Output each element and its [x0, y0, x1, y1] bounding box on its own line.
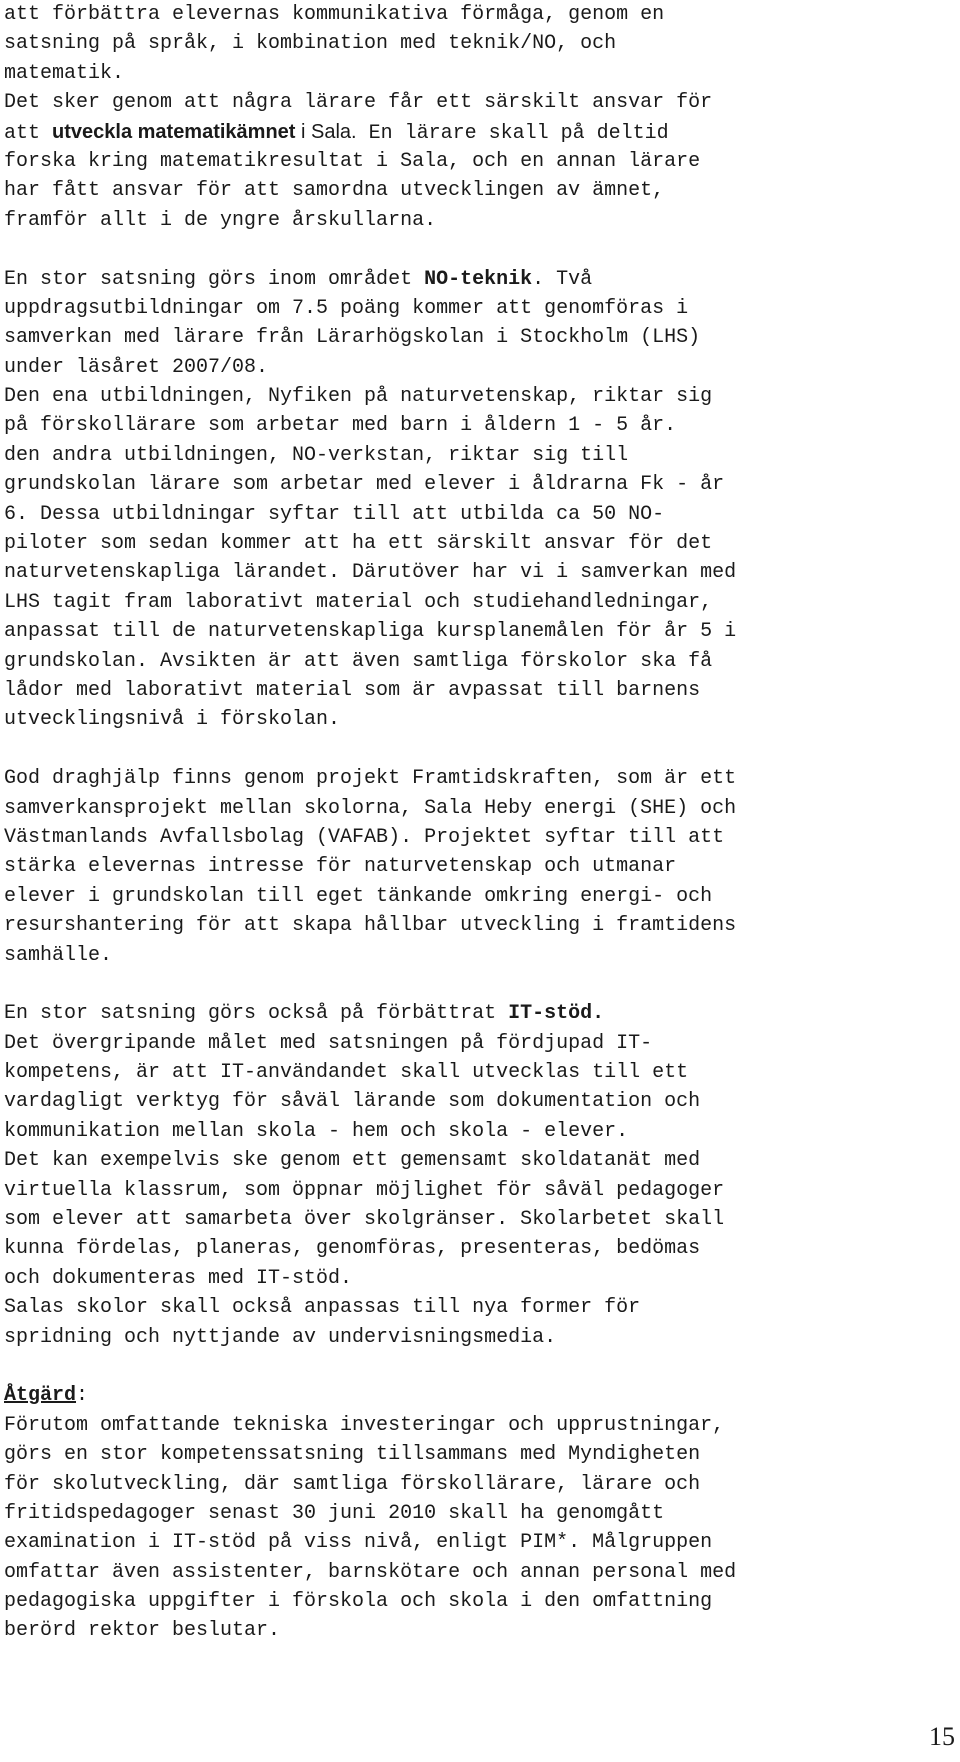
- text-line: [4, 265, 954, 294]
- text-line: grundskolan lärare som arbetar med elever i åldrarna Fk - år: [4, 473, 725, 497]
- bold-term-no-teknik: NO-teknik: [424, 267, 533, 291]
- text-line: att förbättra elevernas kommunikativa förmåga, genom en: [4, 3, 665, 26]
- text-line: vardagligt verktyg för såväl lärande som dokumentation och: [4, 1090, 701, 1114]
- text-line: spridning och nyttjande av undervisningsmedia.: [4, 1325, 557, 1349]
- text-line: samverkan med lärare från Lärarhögskolan i Stockholm (LHS): [4, 326, 701, 350]
- text-line: uppdragsutbildningar om 7.5 poäng kommer att genomföras i: [4, 296, 689, 320]
- text-line: examination i IT-stöd på viss nivå, enligt PIM*. Målgruppen: [4, 1531, 713, 1555]
- text-line: virtuella klassrum, som öppnar möjlighet för såväl pedagoger: [4, 1178, 725, 1202]
- it-stod-paragraph: [4, 999, 954, 1352]
- document-page: [4, 0, 954, 1646]
- text-line: lådor med laborativt material som är avpassat till barnens: [4, 678, 701, 702]
- text-run: En lärare skall på deltid: [356, 121, 669, 145]
- text-line: utvecklingsnivå i förskolan.: [4, 708, 341, 732]
- text-line: kommunikation mellan skola - hem och skola - elever.: [4, 1119, 629, 1143]
- text-line: LHS tagit fram laborativt material och studiehandledningar,: [4, 590, 713, 614]
- paragraph-gap: [4, 235, 954, 264]
- text-line: elever i grundskolan till eget tänkande omkring energi- och: [4, 884, 713, 908]
- text-run: En stor satsning görs också på förbättrat: [4, 1002, 509, 1026]
- text-line: samhälle.: [4, 943, 113, 967]
- text-line: den andra utbildningen, NO-verkstan, riktar sig till: [4, 443, 629, 467]
- text-line: matematik.: [4, 61, 125, 85]
- text-run: En stor satsning görs inom området: [4, 267, 425, 291]
- text-line: [4, 999, 954, 1028]
- text-line: 6. Dessa utbildningar syftar till att utbilda ca 50 NO-: [4, 502, 665, 526]
- heading-colon: :: [76, 1384, 89, 1408]
- text-line: Salas skolor skall också anpassas till nya former för: [4, 1296, 641, 1320]
- text-line: [4, 118, 954, 147]
- no-teknik-paragraph: [4, 265, 954, 735]
- text-line: piloter som sedan kommer att ha ett särskilt ansvar för det: [4, 532, 713, 556]
- text-line: resurshantering för att skapa hållbar utveckling i framtidens: [4, 914, 737, 938]
- bold-term-matematik: utveckla matematikämnet: [52, 120, 296, 143]
- text-line: pedagogiska uppgifter i förskola och skola i den omfattning: [4, 1590, 713, 1614]
- intro-paragraph: [4, 0, 954, 88]
- text-line: kompetens, är att IT-användandet skall utvecklas till ett: [4, 1061, 689, 1085]
- page-number: 15: [929, 1722, 955, 1751]
- text-line: Det övergripande målet med satsningen på fördjupad IT-: [4, 1031, 653, 1055]
- atgard-section: [4, 1381, 954, 1646]
- text-line: grundskolan. Avsikten är att även samtliga förskolor ska få: [4, 649, 713, 673]
- text-line: satsning på språk, i kombination med teknik/NO, och: [4, 32, 617, 56]
- text-line: kunna fördelas, planeras, genomföras, presenteras, bedömas: [4, 1237, 701, 1261]
- text-line: Den ena utbildningen, Nyfiken på naturvetenskap, riktar sig: [4, 385, 713, 409]
- text-line: omfattar även assistenter, barnskötare och annan personal med: [4, 1560, 737, 1584]
- section-heading: [4, 1381, 954, 1410]
- text-line: Det sker genom att några lärare får ett särskilt ansvar för: [4, 91, 713, 115]
- text-line: och dokumenteras med IT-stöd.: [4, 1266, 353, 1290]
- text-run: att: [4, 121, 53, 145]
- text-line: anpassat till de naturvetenskapliga kursplanemålen för år 5 i: [4, 620, 737, 644]
- text-line: som elever att samarbeta över skolgränser. Skolarbetet skall: [4, 1208, 725, 1232]
- math-paragraph: [4, 88, 954, 235]
- text-line: samverkansprojekt mellan skolorna, Sala Heby energi (SHE) och: [4, 796, 737, 820]
- text-line: Västmanlands Avfallsbolag (VAFAB). Projektet syftar till att: [4, 825, 725, 849]
- paragraph-gap: [4, 970, 954, 999]
- text-line: stärka elevernas intresse för naturvetenskap och utmanar: [4, 855, 677, 879]
- paragraph-gap: [4, 735, 954, 764]
- text-line: Förutom omfattande tekniska investeringar och upprustningar,: [4, 1413, 725, 1437]
- text-line: framför allt i de yngre årskullarna.: [4, 208, 437, 232]
- text-line: görs en stor kompetenssatsning tillsammans med Myndigheten: [4, 1443, 701, 1467]
- text-line: naturvetenskapliga lärandet. Därutöver har vi i samverkan med: [4, 561, 737, 585]
- atgard-heading: Åtgärd: [4, 1384, 77, 1408]
- text-line: berörd rektor beslutar.: [4, 1619, 281, 1643]
- bold-term-it-stod: IT-stöd.: [508, 1002, 605, 1026]
- text-line: God draghjälp finns genom projekt Framtidskraften, som är ett: [4, 767, 737, 791]
- text-line: Det kan exempelvis ske genom ett gemensamt skoldatanät med: [4, 1149, 701, 1173]
- text-line: för skolutveckling, där samtliga förskollärare, lärare och: [4, 1472, 701, 1496]
- text-line: under läsåret 2007/08.: [4, 355, 269, 379]
- text-run: i Sala.: [295, 120, 357, 143]
- text-line: forska kring matematikresultat i Sala, och en annan lärare: [4, 149, 701, 173]
- framtidskraften-paragraph: [4, 764, 954, 970]
- text-run: . Två: [532, 267, 593, 291]
- text-line: fritidspedagoger senast 30 juni 2010 skall ha genomgått: [4, 1501, 665, 1525]
- text-line: på förskollärare som arbetar med barn i åldern 1 - 5 år.: [4, 414, 677, 438]
- text-line: har fått ansvar för att samordna utvecklingen av ämnet,: [4, 179, 665, 203]
- paragraph-gap: [4, 1352, 954, 1381]
